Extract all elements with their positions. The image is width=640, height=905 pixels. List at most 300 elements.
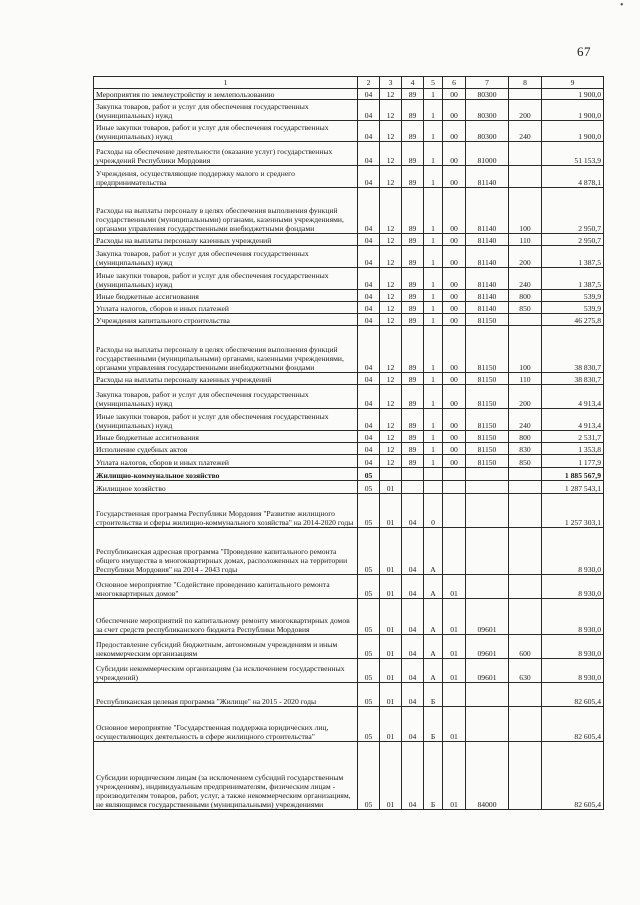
row-code-cell-c5: 1 [424, 373, 443, 385]
row-code-cell-c7: 81150 [466, 443, 509, 455]
table-row [94, 314, 604, 326]
row-code-cell-c8: 830 [509, 443, 542, 455]
row-code-cell-c5 [424, 481, 443, 494]
row-code-cell-c6: 01 [443, 635, 466, 659]
row-code-cell-c5: 1 [424, 431, 443, 443]
table-row [94, 188, 604, 234]
table-row [94, 659, 604, 683]
row-code-cell-c6: 00 [443, 142, 466, 166]
row-code-cell-c3: 12 [380, 385, 402, 409]
row-code-cell-c2: 04 [358, 385, 380, 409]
row-code-cell-c8: 200 [509, 246, 542, 268]
row-code-cell-c3: 01 [380, 575, 402, 599]
row-amount-cell: 8 930,0 [542, 635, 604, 659]
row-name-cell: Расходы на выплаты персоналу казенных учреждений [94, 234, 358, 246]
row-code-cell-c2: 04 [358, 246, 380, 268]
row-code-cell-c3: 01 [380, 683, 402, 707]
row-code-cell-c4: 04 [402, 599, 424, 635]
row-name-cell: Учреждения, осуществляющие поддержку малого и среднего предпринимательства [94, 166, 358, 188]
row-code-cell-c8 [509, 494, 542, 528]
row-code-cell-c6: 00 [443, 268, 466, 290]
row-code-cell-c6: 00 [443, 431, 466, 443]
row-code-cell-c3: 12 [380, 302, 402, 314]
row-code-cell-c7 [466, 468, 509, 481]
row-code-cell-c4: 89 [402, 188, 424, 234]
row-code-cell-c4: 89 [402, 431, 424, 443]
row-code-cell-c2: 04 [358, 268, 380, 290]
row-name-cell: Жилищно-коммунальное хозяйство [94, 468, 358, 481]
row-code-cell-c3: 01 [380, 599, 402, 635]
row-name-cell: Учреждения капитального строительства [94, 314, 358, 326]
row-code-cell-c7: 09601 [466, 599, 509, 635]
row-code-cell-c4: 89 [402, 246, 424, 268]
row-code-cell-c3: 12 [380, 443, 402, 455]
row-name-cell: Республиканская адресная программа "Проведение капитального ремонта общего имущества в многоквартирных домах, расположенных на территории Республики Мордовия" на 2014 - 2043 годы [94, 528, 358, 575]
row-code-cell-c8: 100 [509, 326, 542, 373]
row-code-cell-c2: 05 [358, 635, 380, 659]
row-code-cell-c8: 240 [509, 409, 542, 431]
row-code-cell-c7 [466, 707, 509, 742]
table-row [94, 443, 604, 455]
row-code-cell-c4: 04 [402, 528, 424, 575]
row-code-cell-c4: 89 [402, 142, 424, 166]
row-code-cell-c8: 110 [509, 234, 542, 246]
row-code-cell-c8 [509, 481, 542, 494]
table-row [94, 431, 604, 443]
corner-mark: • [620, 0, 624, 11]
row-amount-cell: 2 531,7 [542, 431, 604, 443]
row-code-cell-c7 [466, 481, 509, 494]
row-code-cell-c3: 12 [380, 142, 402, 166]
table-row [94, 635, 604, 659]
row-name-cell: Исполнение судебных актов [94, 443, 358, 455]
row-code-cell-c2: 05 [358, 528, 380, 575]
row-code-cell-c2: 04 [358, 409, 380, 431]
row-code-cell-c6 [443, 528, 466, 575]
table-row [94, 166, 604, 188]
row-code-cell-c3: 01 [380, 494, 402, 528]
row-code-cell-c2: 04 [358, 234, 380, 246]
row-code-cell-c8 [509, 166, 542, 188]
row-code-cell-c5: А [424, 575, 443, 599]
table-row [94, 142, 604, 166]
row-name-cell: Иные бюджетные ассигнования [94, 290, 358, 302]
row-code-cell-c5: 1 [424, 234, 443, 246]
row-code-cell-c6: 00 [443, 326, 466, 373]
row-amount-cell: 4 913,4 [542, 385, 604, 409]
row-name-cell: Расходы на выплаты персоналу казенных учреждений [94, 373, 358, 385]
table-row [94, 100, 604, 121]
column-header-7: 7 [466, 77, 509, 89]
table-row [94, 234, 604, 246]
row-code-cell-c7 [466, 494, 509, 528]
row-code-cell-c6: 01 [443, 575, 466, 599]
row-name-cell: Основное мероприятие "Содействие проведению капитального ремонта многоквартирных домов" [94, 575, 358, 599]
column-header-5: 5 [424, 77, 443, 89]
row-amount-cell: 46 275,8 [542, 314, 604, 326]
row-amount-cell: 8 930,0 [542, 528, 604, 575]
row-code-cell-c7: 81140 [466, 268, 509, 290]
row-code-cell-c7: 84000 [466, 742, 509, 810]
row-code-cell-c2: 04 [358, 443, 380, 455]
row-code-cell-c8 [509, 314, 542, 326]
row-code-cell-c4: 04 [402, 494, 424, 528]
row-amount-cell: 539,9 [542, 290, 604, 302]
row-code-cell-c5: 1 [424, 89, 443, 100]
row-name-cell: Расходы на обеспечение деятельности (оказание услуг) государственных учреждений Республики Мордовия [94, 142, 358, 166]
table-row [94, 599, 604, 635]
row-code-cell-c3: 01 [380, 742, 402, 810]
table-row [94, 575, 604, 599]
row-code-cell-c4: 89 [402, 121, 424, 142]
row-amount-cell: 8 930,0 [542, 659, 604, 683]
column-header-4: 4 [402, 77, 424, 89]
row-code-cell-c3: 12 [380, 290, 402, 302]
row-amount-cell: 1 353,8 [542, 443, 604, 455]
table-row [94, 528, 604, 575]
row-code-cell-c5: 1 [424, 121, 443, 142]
row-code-cell-c8 [509, 89, 542, 100]
row-code-cell-c5: 1 [424, 455, 443, 468]
table-row [94, 455, 604, 468]
row-code-cell-c7: 81140 [466, 166, 509, 188]
row-code-cell-c5: 1 [424, 142, 443, 166]
row-code-cell-c4: 89 [402, 100, 424, 121]
row-name-cell: Субсидии некоммерческим организациям (за исключением государственных учреждений) [94, 659, 358, 683]
row-code-cell-c7: 80300 [466, 100, 509, 121]
row-name-cell: Закупка товаров, работ и услуг для обеспечения государственных (муниципальных) нужд [94, 100, 358, 121]
row-code-cell-c2: 04 [358, 166, 380, 188]
row-amount-cell: 4 878,1 [542, 166, 604, 188]
row-code-cell-c7: 09601 [466, 659, 509, 683]
row-code-cell-c2: 04 [358, 121, 380, 142]
row-code-cell-c4: 04 [402, 683, 424, 707]
column-header-2: 2 [358, 77, 380, 89]
budget-table [93, 76, 604, 810]
row-code-cell-c2: 05 [358, 683, 380, 707]
row-code-cell-c2: 04 [358, 290, 380, 302]
row-code-cell-c8: 240 [509, 268, 542, 290]
row-code-cell-c2: 05 [358, 468, 380, 481]
row-code-cell-c2: 04 [358, 302, 380, 314]
table-row [94, 385, 604, 409]
row-code-cell-c4: 89 [402, 455, 424, 468]
row-code-cell-c3: 01 [380, 635, 402, 659]
row-code-cell-c3: 01 [380, 659, 402, 683]
row-amount-cell: 51 153,9 [542, 142, 604, 166]
row-code-cell-c7: 09601 [466, 635, 509, 659]
row-code-cell-c6: 00 [443, 100, 466, 121]
row-code-cell-c4: 89 [402, 314, 424, 326]
row-code-cell-c6: 00 [443, 443, 466, 455]
row-amount-cell: 1 900,0 [542, 100, 604, 121]
row-amount-cell: 38 830,7 [542, 373, 604, 385]
column-header-8: 8 [509, 77, 542, 89]
row-code-cell-c4: 89 [402, 166, 424, 188]
row-code-cell-c3: 01 [380, 528, 402, 575]
row-code-cell-c3: 12 [380, 373, 402, 385]
table-row [94, 246, 604, 268]
row-code-cell-c8: 850 [509, 455, 542, 468]
row-code-cell-c2: 04 [358, 373, 380, 385]
row-code-cell-c3: 12 [380, 431, 402, 443]
row-code-cell-c7: 81150 [466, 326, 509, 373]
table-row [94, 707, 604, 742]
row-code-cell-c8 [509, 528, 542, 575]
row-code-cell-c6: 00 [443, 302, 466, 314]
column-header-3: 3 [380, 77, 402, 89]
column-header-6: 6 [443, 77, 466, 89]
row-amount-cell: 2 950,7 [542, 188, 604, 234]
row-code-cell-c3: 12 [380, 409, 402, 431]
row-code-cell-c3: 01 [380, 707, 402, 742]
row-amount-cell: 4 913,4 [542, 409, 604, 431]
row-code-cell-c3: 12 [380, 234, 402, 246]
row-code-cell-c7: 81140 [466, 234, 509, 246]
row-code-cell-c4: 89 [402, 290, 424, 302]
table-row [94, 683, 604, 707]
row-code-cell-c8: 800 [509, 290, 542, 302]
row-code-cell-c5: А [424, 659, 443, 683]
row-code-cell-c2: 04 [358, 455, 380, 468]
row-amount-cell: 1 177,9 [542, 455, 604, 468]
table-header-row [94, 77, 604, 89]
row-code-cell-c8: 630 [509, 659, 542, 683]
row-code-cell-c5: Б [424, 683, 443, 707]
row-code-cell-c3: 12 [380, 326, 402, 373]
row-amount-cell: 38 830,7 [542, 326, 604, 373]
table-body [94, 89, 604, 810]
column-header-9: 9 [542, 77, 604, 89]
row-code-cell-c7: 81000 [466, 142, 509, 166]
row-name-cell: Предоставление субсидий бюджетным, автономным учреждениям и иным некоммерческим организациям [94, 635, 358, 659]
row-code-cell-c6: 01 [443, 599, 466, 635]
row-amount-cell: 8 930,0 [542, 575, 604, 599]
row-code-cell-c8 [509, 468, 542, 481]
row-code-cell-c6 [443, 683, 466, 707]
row-code-cell-c8 [509, 742, 542, 810]
row-name-cell: Иные закупки товаров, работ и услуг для обеспечения государственных (муниципальных) нужд [94, 268, 358, 290]
table-row [94, 494, 604, 528]
row-code-cell-c7 [466, 683, 509, 707]
row-amount-cell: 82 605,4 [542, 742, 604, 810]
row-code-cell-c5: 1 [424, 326, 443, 373]
row-code-cell-c7: 81140 [466, 246, 509, 268]
table-row [94, 373, 604, 385]
row-code-cell-c3: 12 [380, 188, 402, 234]
row-code-cell-c3: 12 [380, 268, 402, 290]
column-header-1: 1 [94, 77, 358, 89]
row-code-cell-c2: 04 [358, 326, 380, 373]
row-code-cell-c6: 00 [443, 188, 466, 234]
table-row [94, 742, 604, 810]
row-code-cell-c6: 00 [443, 409, 466, 431]
row-code-cell-c6: 00 [443, 246, 466, 268]
row-code-cell-c2: 05 [358, 599, 380, 635]
table-row [94, 481, 604, 494]
row-code-cell-c2: 05 [358, 575, 380, 599]
row-code-cell-c8: 200 [509, 100, 542, 121]
row-code-cell-c5: 1 [424, 246, 443, 268]
row-name-cell: Государственная программа Республики Мордовия "Развитие жилищного строительства и сферы жилищно-коммунального хозяйства" на 2014-2020 годы [94, 494, 358, 528]
table-row [94, 468, 604, 481]
row-name-cell: Закупка товаров, работ и услуг для обеспечения государственных (муниципальных) нужд [94, 246, 358, 268]
row-code-cell-c7: 81150 [466, 373, 509, 385]
row-code-cell-c5: 1 [424, 268, 443, 290]
row-code-cell-c4: 89 [402, 385, 424, 409]
row-amount-cell: 82 605,4 [542, 683, 604, 707]
row-code-cell-c4: 89 [402, 234, 424, 246]
row-code-cell-c7: 81150 [466, 409, 509, 431]
row-code-cell-c8: 850 [509, 302, 542, 314]
table-row [94, 302, 604, 314]
row-code-cell-c6: 01 [443, 659, 466, 683]
row-code-cell-c4: 89 [402, 326, 424, 373]
row-code-cell-c2: 05 [358, 659, 380, 683]
row-code-cell-c5: 1 [424, 188, 443, 234]
row-code-cell-c5: Б [424, 707, 443, 742]
row-code-cell-c3: 12 [380, 455, 402, 468]
row-code-cell-c6: 00 [443, 121, 466, 142]
page-number: 67 [577, 44, 591, 59]
row-code-cell-c7: 81140 [466, 188, 509, 234]
table-row [94, 290, 604, 302]
row-code-cell-c4 [402, 468, 424, 481]
row-code-cell-c3: 12 [380, 89, 402, 100]
row-name-cell: Закупка товаров, работ и услуг для обеспечения государственных (муниципальных) нужд [94, 385, 358, 409]
row-name-cell: Обеспечение мероприятий по капитальному ремонту многоквартирных домов за счет средств республиканского бюджета Республики Мордовия [94, 599, 358, 635]
row-code-cell-c8: 240 [509, 121, 542, 142]
row-code-cell-c6: 00 [443, 290, 466, 302]
row-code-cell-c7: 81150 [466, 431, 509, 443]
row-code-cell-c5: А [424, 528, 443, 575]
row-code-cell-c8 [509, 575, 542, 599]
row-amount-cell: 1 900,0 [542, 89, 604, 100]
row-code-cell-c2: 04 [358, 100, 380, 121]
row-code-cell-c7 [466, 528, 509, 575]
table-row [94, 409, 604, 431]
row-code-cell-c5: 1 [424, 443, 443, 455]
row-code-cell-c7 [466, 575, 509, 599]
row-code-cell-c8 [509, 599, 542, 635]
row-name-cell: Республиканская целевая программа "Жилище" на 2015 - 2020 годы [94, 683, 358, 707]
row-code-cell-c6: 00 [443, 385, 466, 409]
row-code-cell-c4 [402, 481, 424, 494]
row-amount-cell: 1 387,5 [542, 246, 604, 268]
row-code-cell-c8: 100 [509, 188, 542, 234]
row-amount-cell: 1 287 543,1 [542, 481, 604, 494]
row-name-cell: Основное мероприятие "Государственная поддержка юридических лиц, осуществляющих деятельность в сфере жилищного строительства" [94, 707, 358, 742]
row-code-cell-c4: 04 [402, 635, 424, 659]
row-code-cell-c4: 89 [402, 443, 424, 455]
row-name-cell: Расходы на выплаты персоналу в целях обеспечения выполнения функций государственными (муниципальными) органами, казенными учреждениями, органами управления государственными внебюджетными фондами [94, 326, 358, 373]
row-code-cell-c5: 1 [424, 314, 443, 326]
row-code-cell-c4: 04 [402, 707, 424, 742]
row-amount-cell: 1 387,5 [542, 268, 604, 290]
row-code-cell-c3: 12 [380, 166, 402, 188]
row-code-cell-c3 [380, 468, 402, 481]
row-code-cell-c6: 01 [443, 707, 466, 742]
row-code-cell-c5: А [424, 599, 443, 635]
row-code-cell-c6: 00 [443, 373, 466, 385]
row-code-cell-c6 [443, 494, 466, 528]
row-amount-cell: 82 605,4 [542, 707, 604, 742]
row-code-cell-c3: 12 [380, 121, 402, 142]
row-code-cell-c6: 00 [443, 166, 466, 188]
row-code-cell-c3: 12 [380, 100, 402, 121]
row-code-cell-c5: 1 [424, 290, 443, 302]
row-name-cell: Мероприятия по землеустройству и землепользованию [94, 89, 358, 100]
row-code-cell-c8 [509, 142, 542, 166]
row-code-cell-c5: 1 [424, 166, 443, 188]
row-code-cell-c7: 81150 [466, 314, 509, 326]
row-name-cell: Иные закупки товаров, работ и услуг для обеспечения государственных (муниципальных) нужд [94, 409, 358, 431]
row-name-cell: Субсидии юридическим лицам (за исключением субсидий государственным учреждениям), индивидуальным предпринимателям, физическим лицам - производителям товаров, работ, услуг, а также некоммерческим организациям, не являющимся государственными (муниципальными) учреждениями [94, 742, 358, 810]
row-code-cell-c6: 01 [443, 742, 466, 810]
row-code-cell-c4: 89 [402, 373, 424, 385]
row-code-cell-c2: 04 [358, 142, 380, 166]
row-code-cell-c7: 80300 [466, 121, 509, 142]
row-code-cell-c2: 05 [358, 707, 380, 742]
row-code-cell-c4: 89 [402, 268, 424, 290]
row-code-cell-c3: 01 [380, 481, 402, 494]
row-code-cell-c4: 89 [402, 89, 424, 100]
row-name-cell: Расходы на выплаты персоналу в целях обеспечения выполнения функций государственными (муниципальными) органами, казенными учреждениями, органами управления государственными внебюджетными фондами [94, 188, 358, 234]
row-code-cell-c2: 04 [358, 431, 380, 443]
row-code-cell-c5: 1 [424, 385, 443, 409]
row-code-cell-c4: 04 [402, 575, 424, 599]
row-code-cell-c7: 81140 [466, 302, 509, 314]
row-code-cell-c2: 04 [358, 89, 380, 100]
row-name-cell: Иные закупки товаров, работ и услуг для обеспечения государственных (муниципальных) нужд [94, 121, 358, 142]
row-code-cell-c6 [443, 468, 466, 481]
row-code-cell-c5: 0 [424, 494, 443, 528]
table-row [94, 326, 604, 373]
row-code-cell-c6: 00 [443, 89, 466, 100]
row-name-cell: Уплата налогов, сборов и иных платежей [94, 455, 358, 468]
row-code-cell-c8 [509, 683, 542, 707]
row-code-cell-c8: 600 [509, 635, 542, 659]
row-code-cell-c4: 89 [402, 302, 424, 314]
row-code-cell-c8: 110 [509, 373, 542, 385]
row-code-cell-c4: 89 [402, 409, 424, 431]
row-code-cell-c4: 04 [402, 659, 424, 683]
row-code-cell-c6: 00 [443, 234, 466, 246]
row-code-cell-c2: 05 [358, 742, 380, 810]
row-code-cell-c8 [509, 707, 542, 742]
row-name-cell: Жилищное хозяйство [94, 481, 358, 494]
row-code-cell-c5: 1 [424, 100, 443, 121]
row-code-cell-c8: 200 [509, 385, 542, 409]
row-code-cell-c8: 800 [509, 431, 542, 443]
row-amount-cell: 2 950,7 [542, 234, 604, 246]
row-code-cell-c6 [443, 481, 466, 494]
row-code-cell-c7: 81150 [466, 455, 509, 468]
row-code-cell-c7: 81150 [466, 385, 509, 409]
row-code-cell-c5: 1 [424, 409, 443, 431]
row-code-cell-c5: 1 [424, 302, 443, 314]
table-row [94, 89, 604, 100]
row-code-cell-c3: 12 [380, 314, 402, 326]
row-code-cell-c2: 05 [358, 481, 380, 494]
row-code-cell-c7: 80300 [466, 89, 509, 100]
row-code-cell-c6: 00 [443, 314, 466, 326]
row-code-cell-c7: 81140 [466, 290, 509, 302]
row-amount-cell: 8 930,0 [542, 599, 604, 635]
row-name-cell: Уплата налогов, сборов и иных платежей [94, 302, 358, 314]
row-code-cell-c5 [424, 468, 443, 481]
row-code-cell-c2: 05 [358, 494, 380, 528]
